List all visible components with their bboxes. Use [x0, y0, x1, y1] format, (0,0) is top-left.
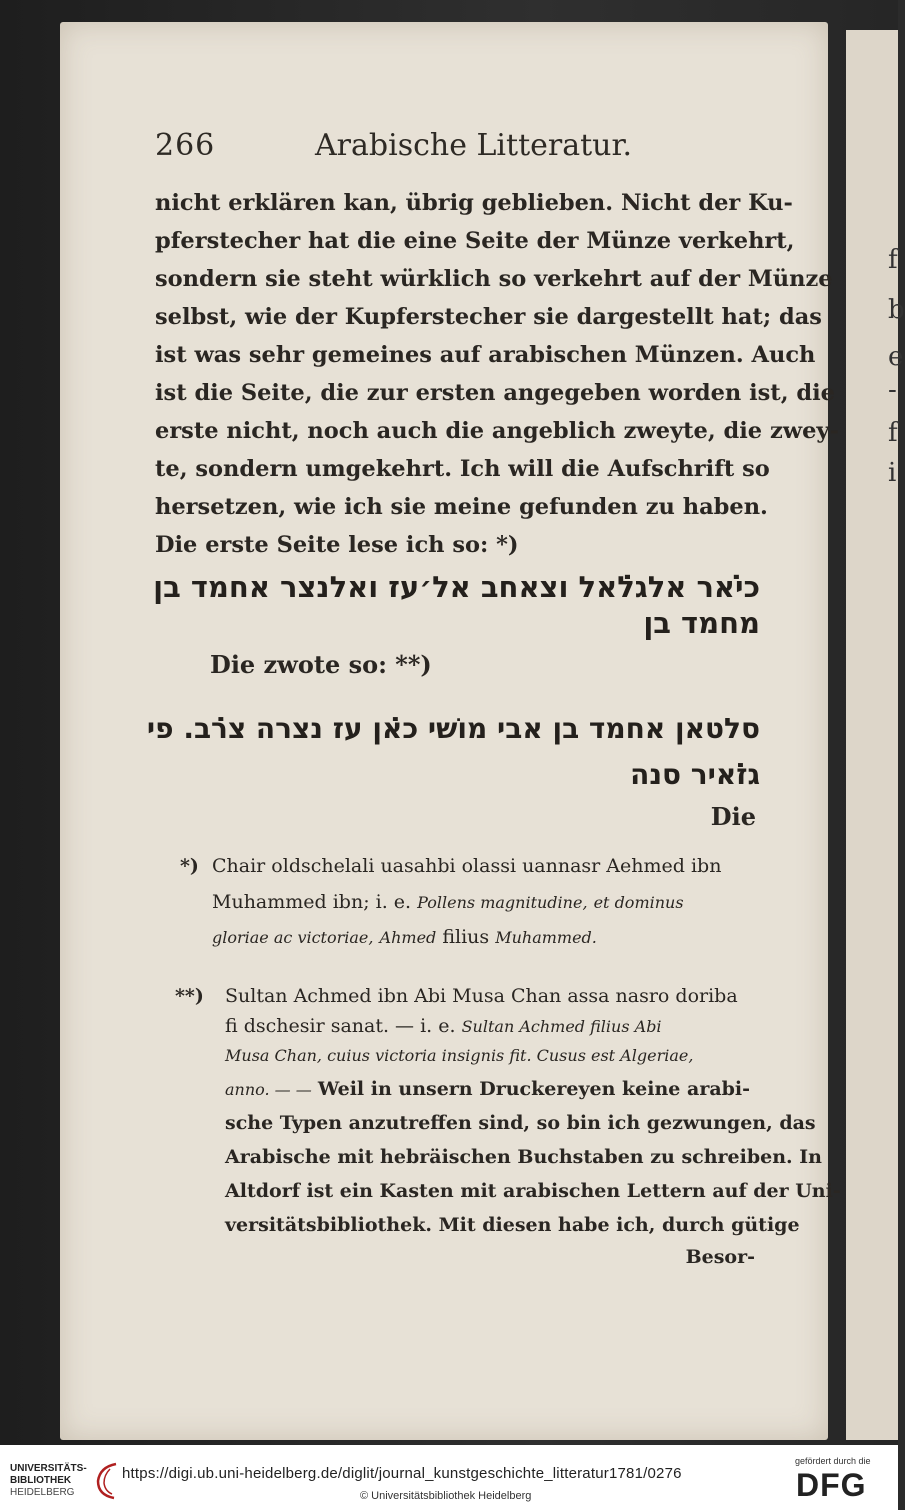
logo-text: HEIDELBERG: [10, 1487, 75, 1498]
body-line: pferstecher hat die eine Seite der Münze verkehrt,: [155, 228, 795, 254]
footnote-catchword: Besor-: [685, 1246, 755, 1268]
next-page-fragment: f: [888, 245, 898, 275]
footnote-line: [225, 1015, 662, 1037]
footnote-line: Sultan Achmed ibn Abi Musa Chan assa nasro doriba: [225, 985, 738, 1007]
footnote-line: versitätsbibliothek. Mit diesen habe ich, durch gütige: [225, 1214, 800, 1236]
body-line: ist was sehr gemeines auf arabischen Münzen. Auch: [155, 342, 816, 368]
next-page-fragment: b: [888, 295, 905, 325]
footnote-line: Altdorf ist ein Kasten mit arabischen Lettern auf der Uni-: [225, 1180, 841, 1202]
body-line: Die erste Seite lese ich so: *): [155, 532, 519, 558]
footnote-italic: anno. — —: [225, 1080, 312, 1099]
second-side-label: Die zwote so: **): [210, 650, 432, 679]
logo-text: BIBLIOTHEK: [10, 1475, 72, 1486]
footnote-marker: **): [175, 985, 204, 1007]
university-library-logo[interactable]: [10, 1459, 120, 1503]
page-number: 266: [155, 128, 216, 163]
next-page-fragment: e: [888, 342, 904, 372]
next-page-fragment: i: [888, 458, 897, 488]
footnote-italic: et dominus: [593, 893, 684, 912]
footnote-italic: Ahmed: [379, 928, 437, 947]
footnote-line: Musa Chan, cuius victoria insignis fit. Cusus est Algeriae,: [225, 1046, 694, 1065]
body-line: hersetzen, wie ich sie meine gefunden zu haben.: [155, 494, 768, 520]
dfg-logo[interactable]: DFG: [796, 1467, 867, 1503]
footnote-marker: *): [180, 855, 199, 877]
body-line: ist die Seite, die zur ersten angegeben worden ist, die: [155, 380, 835, 406]
funding-note: gefördert durch die: [795, 1456, 871, 1466]
copyright-notice: © Universitätsbibliothek Heidelberg: [360, 1490, 532, 1502]
footnote-text: fi dschesir sanat. — i. e.: [225, 1015, 456, 1037]
hebrew-inscription-line: כ̇יאר אלג̇לאל וצאחב אל׳עז ואלנצר אחמד בן: [153, 570, 760, 604]
footnote-line: [212, 891, 684, 913]
body-line: selbst, wie der Kupferstecher sie dargestellt hat; das: [155, 304, 822, 330]
footnote-italic: gloriae ac victoriae,: [212, 928, 374, 947]
hebrew-inscription-line: סלטאן אחמד בן אבי מושׁי כ̇אן עז נצרה צ̇רב. פי: [146, 712, 760, 745]
catchword: Die: [710, 802, 756, 831]
footnote-italic: Muhammed.: [495, 928, 597, 947]
hebrew-inscription-line: מחמד בן: [643, 606, 760, 640]
footnote-line: [225, 1078, 750, 1100]
footnote-text: Muhammed ibn; i. e.: [212, 891, 412, 913]
body-line: erste nicht, noch auch die angeblich zweyte, die zwey-: [155, 418, 839, 444]
viewer-footer: [0, 1445, 898, 1510]
next-page-fragment: -: [888, 375, 897, 405]
footnote-italic: Pollens magnitudine,: [417, 893, 588, 912]
permalink-url[interactable]: https://digi.ub.uni-heidelberg.de/diglit/journal_kunstgeschichte_litteratur1781/0276: [122, 1465, 682, 1482]
footnote-line: sche Typen anzutreffen sind, so bin ich gezwungen, das: [225, 1112, 816, 1134]
body-line: sondern sie steht würklich so verkehrt auf der Münze: [155, 266, 833, 292]
hebrew-inscription-line: ג̇זאיר סנה: [630, 758, 760, 791]
running-title: Arabische Litteratur.: [315, 128, 633, 163]
body-line: nicht erklären kan, übrig geblieben. Nicht der Ku-: [155, 190, 793, 216]
library-emblem-icon: [92, 1461, 122, 1501]
page-header: [155, 128, 755, 172]
footnote-line: Arabische mit hebräischen Buchstaben zu schreiben. In: [225, 1146, 822, 1168]
next-page-fragment: f: [888, 418, 898, 448]
footnote-fraktur: Weil in unsern Druckereyen keine arabi-: [317, 1078, 751, 1100]
footnote-italic: Sultan Achmed filius Abi: [461, 1017, 662, 1036]
next-page-edge: [846, 30, 905, 1440]
footnote-line: Chair oldschelali uasahbi olassi uannasr Aehmed ibn: [212, 855, 722, 877]
footnote-line: [212, 926, 597, 948]
footnote-text: filius: [442, 926, 490, 948]
logo-text: UNIVERSITÄTS-: [10, 1463, 87, 1474]
body-line: te, sondern umgekehrt. Ich will die Aufschrift so: [155, 456, 770, 482]
